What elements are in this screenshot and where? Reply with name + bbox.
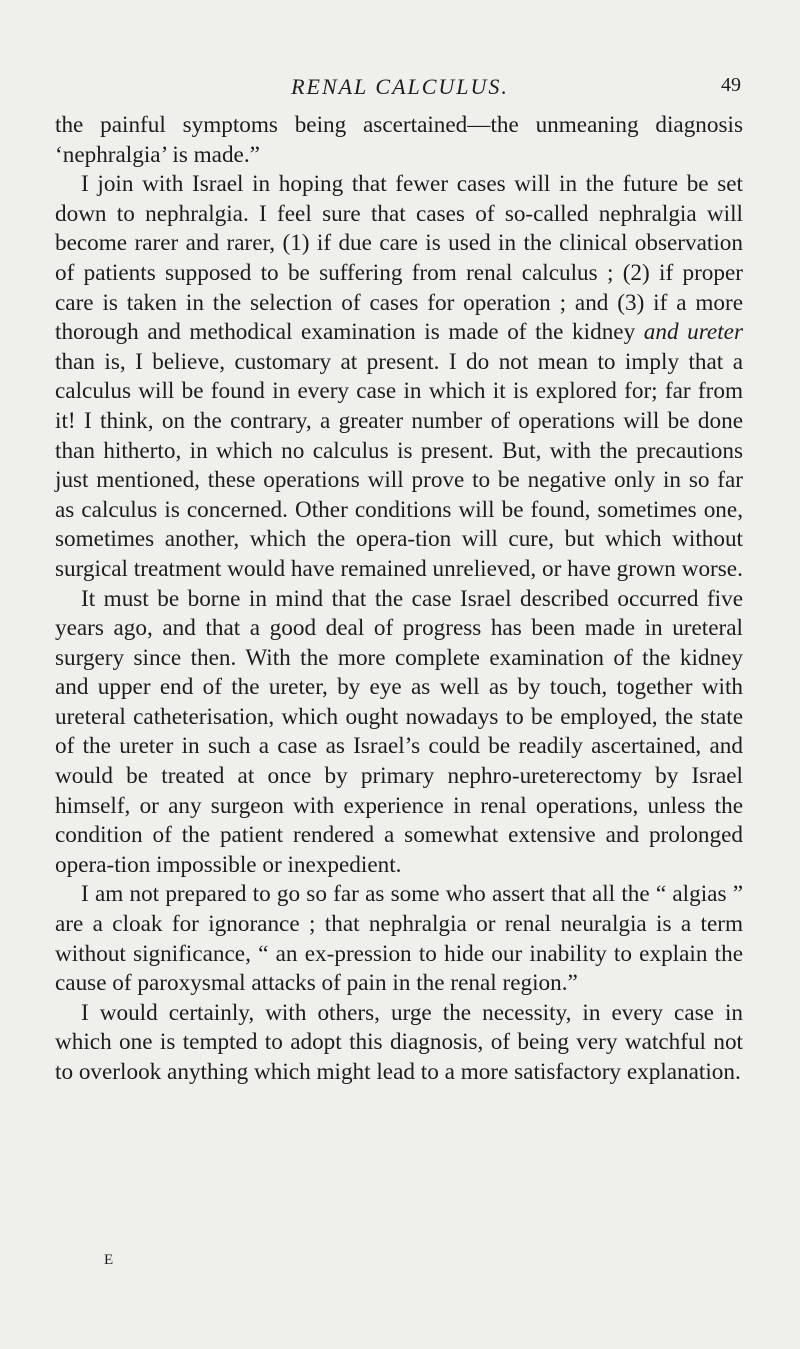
running-head	[55, 74, 745, 104]
paragraph	[55, 585, 743, 881]
paragraph	[55, 999, 743, 1088]
running-title: RENAL CALCULUS.	[291, 74, 509, 99]
paragraph-text: than is, I believe, customary at present. I do not mean to imply that a calculus will be found in every case in which it is explored for; far from it! I think, on the contrary, a greater number of operations will be done than hitherto, in which no calculus is present. But, with the precautions just mentioned, these operations will prove to be negative only in so far as calculus is concerned. Other conditions will be found, sometimes one, sometimes another, which the opera-tion will cure, but which without surgical treatment would have remained unrelieved, or have grown worse.	[55, 348, 743, 582]
paragraph-text: I am not prepared to go so far as some who assert that all the “ algias ” are a cloak for ignorance ; that nephralgia or renal neuralgia is a term without significance, “ an ex-pression to hide our inability to explain the cause of paroxysmal attacks of pain in the renal region.”	[55, 881, 743, 997]
body-text	[55, 111, 743, 1088]
paragraph-text: It must be borne in mind that the case Israel described occurred five years ago, and that a good deal of progress has been made in ureteral surgery since then. With the more complete examination of the kidney and upper end of the ureter, by eye as well as by touch, together with ureteral catheterisation, which ought nowadays to be employed, the state of the ureter in such a case as Israel’s could be readily ascertained, and would be treated at once by primary nephro-ureterectomy by Israel himself, or any surgeon with experience in renal operations, unless the condition of the patient rendered a somewhat extensive and prolonged opera-tion impossible or inexpedient.	[55, 585, 743, 878]
paragraph	[55, 880, 743, 998]
paragraph-text: the painful symptoms being ascertained—the unmeaning diagnosis ‘nephralgia’ is made.”	[55, 112, 743, 168]
signature-mark: E	[104, 1252, 115, 1268]
paragraph-text: I would certainly, with others, urge the necessity, in every case in which one is tempted to adopt this diagnosis, of being very watchful not to overlook anything which might lead to a more satisfactory explanation.	[55, 999, 743, 1085]
page-number: 49	[721, 74, 741, 96]
paragraph-text: I join with Israel in hoping that fewer cases will in the future be set down to nephralgia. I feel sure that cases of so-called nephralgia will become rarer and rarer, (1) if due care is used in the clinical observation of patients supposed to be suffering from renal calculus ; (2) if proper care is taken in the selection of cases for operation ; and (3) if a more thorough and methodical examination is made of the kidney	[55, 171, 743, 346]
paragraph	[55, 111, 743, 170]
emphasis-text: and ureter	[643, 319, 743, 346]
paragraph	[55, 170, 743, 584]
